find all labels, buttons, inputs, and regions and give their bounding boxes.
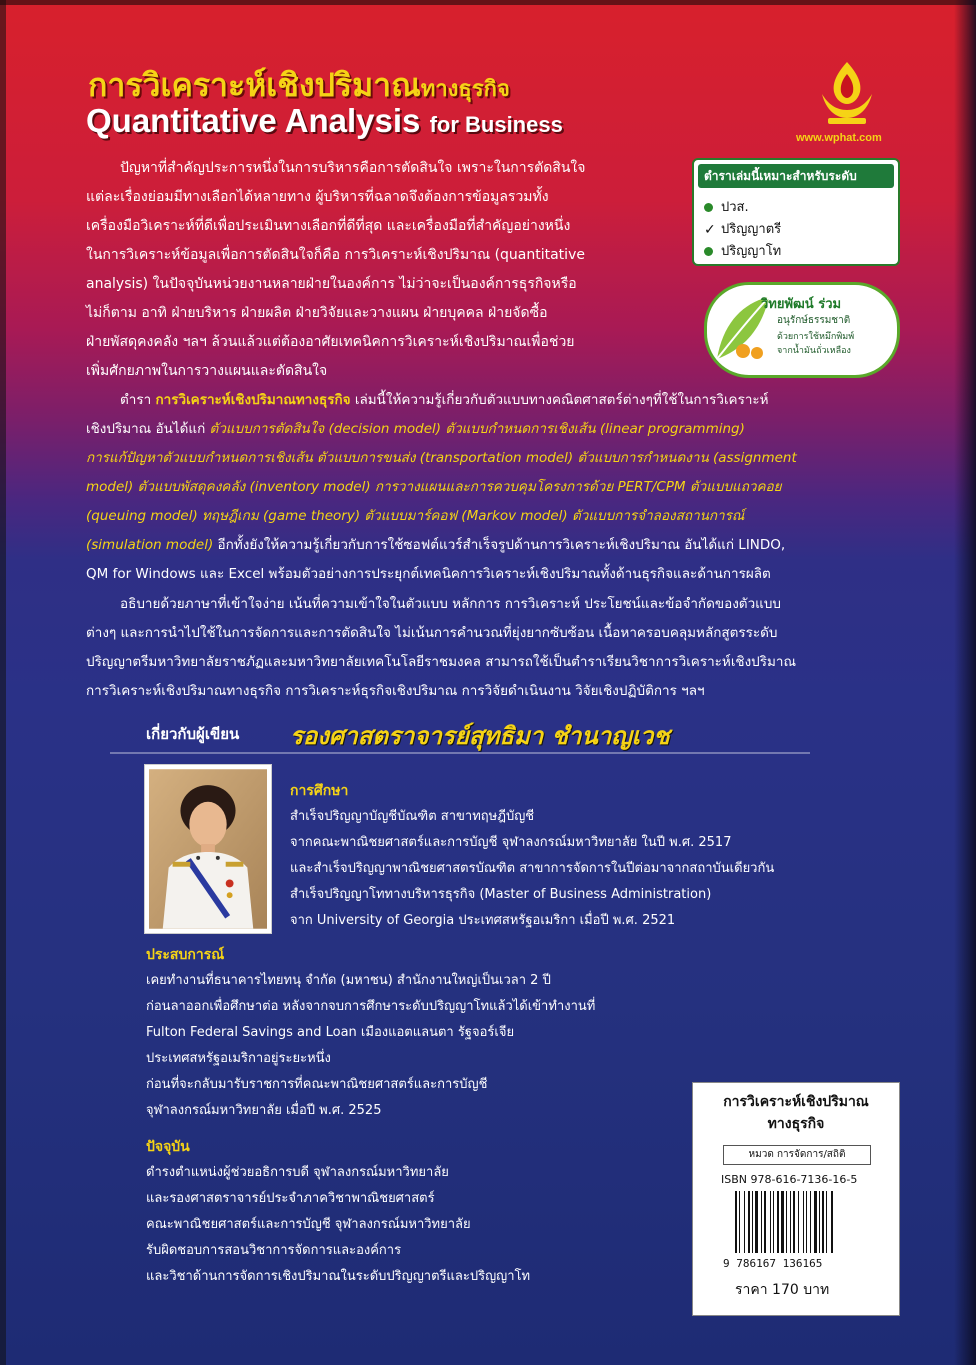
text-line: สำเร็จปริญญาโททางบริหารธุรกิจ (Master of Business Administration): [290, 887, 712, 902]
level-label: ปวส.: [721, 200, 749, 215]
title-english-sub: for Business: [429, 112, 563, 137]
bullet-dot-icon: [704, 247, 713, 256]
text-line: และรองศาสตราจารย์ประจำภาควิชาพาณิชยศาสตร์: [146, 1191, 435, 1206]
divider: [110, 752, 810, 754]
cover-right-edge: [954, 0, 976, 1365]
eco-badge-line4: จากน้ำมันถั่วเหลือง: [777, 346, 851, 356]
text-line: ดำรงตำแหน่งผู้ช่วยอธิการบดี จุฬาลงกรณ์มหาวิทยาลัย: [146, 1165, 449, 1180]
text-line: analysis) ในปัจจุบันหน่วยงานหลายฝ่ายในองค์การ ไม่ว่าจะเป็นองค์การธุรกิจหรือ: [86, 276, 577, 292]
topic-highlight: model) ตัวแบบพัสดุคงคลัง (inventory model) การวางแผนและการควบคุมโครงการด้วย PERT/CPM ตัวแบบแถวคอย: [86, 479, 782, 495]
price-label: ราคา 170 บาท: [735, 1282, 830, 1298]
eco-badge-line1: วิทยพัฒน์ ร่วม: [761, 297, 842, 312]
suitable-levels-box: [692, 158, 900, 266]
text-line: คณะพาณิชยศาสตร์และการบัญชี จุฬาลงกรณ์มหาวิทยาลัย: [146, 1217, 471, 1232]
publisher-logo-icon: [812, 58, 882, 128]
topic-highlight: การแก้ปัญหาตัวแบบกำหนดการเชิงเส้น ตัวแบบการขนส่ง (transportation model) ตัวแบบการกำหนดงาน (assignment: [86, 450, 797, 466]
title-english-main: Quantitative Analysis: [86, 102, 421, 139]
text-line: QM for Windows และ Excel พร้อมตัวอย่างการประยุกต์เทคนิคการวิเคราะห์เชิงปริมาณทั้งด้านธุรกิจและด้านการผลิต: [86, 566, 771, 582]
current-list: [146, 1160, 530, 1290]
text-line: [86, 386, 797, 415]
topic-highlight: (queuing model) ทฤษฎีเกม (game theory) ตัวแบบมาร์คอฟ (Markov model) ตัวแบบการจำลองสถานการณ์: [86, 508, 745, 524]
isbn-sticker: [692, 1082, 900, 1316]
topic-highlight: (simulation model): [86, 537, 214, 553]
text-line: เคยทำงานที่ธนาคารไทยทนุ จำกัด (มหาชน) สำนักงานใหญ่เป็นเวลา 2 ปี: [146, 973, 551, 988]
isbn-number: ISBN 978-616-7136-16-5: [721, 1173, 858, 1186]
intro-paragraph-1: [86, 154, 585, 386]
level-label: ปริญญาตรี: [721, 222, 782, 237]
text-line: ปริญญาตรีมหาวิทยาลัยราชภัฏและมหาวิทยาลัยเทคโนโลยีราชมงคล สามารถใช้เป็นตำราเรียนวิชาการวิเคราะห์เชิงปริมาณ: [86, 654, 797, 670]
title-english: [86, 102, 563, 140]
text-run: เล่มนี้ให้ความรู้เกี่ยวกับตัวแบบทางคณิตศาสตร์ต่างๆที่ใช้ในการวิเคราะห์: [350, 392, 769, 408]
text-run: อีกทั้งยังให้ความรู้เกี่ยวกับการใช้ซอฟต์แวร์สำเร็จรูปด้านการวิเคราะห์เชิงปริมาณ อันได้แก่ LINDO,: [213, 537, 786, 553]
text-line: ปัญหาที่สำคัญประการหนึ่งในการบริหารคือการตัดสินใจ เพราะในการตัดสินใจ: [120, 160, 586, 176]
text-line: ไม่ก็ตาม อาทิ ฝ่ายบริหาร ฝ่ายผลิต ฝ่ายวิจัยและวางแผน ฝ่ายบุคคล ฝ่ายจัดซื้อ: [86, 305, 548, 321]
barcode: [733, 1191, 863, 1255]
text-line: จุฬาลงกรณ์มหาวิทยาลัย เมื่อปี พ.ศ. 2525: [146, 1103, 382, 1118]
text-line: ในการวิเคราะห์ข้อมูลเพื่อการตัดสินใจก็คือ การวิเคราะห์เชิงปริมาณ (quantitative: [86, 247, 585, 263]
title-thai-sub: ทางธุรกิจ: [420, 77, 510, 102]
eco-badge-line3: ด้วยการใช้หมึกพิมพ์: [777, 332, 855, 342]
text-line: รับผิดชอบการสอนวิชาการจัดการและองค์การ: [146, 1243, 402, 1258]
text-run: เชิงปริมาณ อันได้แก่: [86, 421, 210, 437]
education-list: [290, 804, 774, 934]
text-line: ก่อนลาออกเพื่อศึกษาต่อ หลังจากจบการศึกษาระดับปริญญาโทแล้วได้เข้าทำงานที่: [146, 999, 596, 1014]
author-photo: [144, 764, 272, 934]
intro-paragraph-3: [86, 590, 796, 706]
title-thai-main: การวิเคราะห์เชิงปริมาณ: [88, 66, 421, 104]
text-line: อธิบายด้วยภาษาที่เข้าใจง่าย เน้นที่ความเข้าใจในตัวแบบ หลักการ การวิเคราะห์ ประโยชน์และข้อจำกัดของตัวแบบ: [120, 596, 781, 612]
experience-heading: ประสบการณ์: [146, 947, 225, 963]
text-line: ฝ่ายพัสดุคงคลัง ฯลฯ ล้วนแล้วแต่ต้องอาศัยเทคนิคการวิเคราะห์เชิงปริมาณเพื่อช่วย: [86, 334, 575, 350]
experience-list: [146, 968, 595, 1124]
text-line: [86, 415, 797, 444]
isbn-book-title: [693, 1091, 899, 1135]
isbn-title-line: ทางธุรกิจ: [767, 1116, 825, 1132]
eco-badge-line2: อนุรักษ์ธรรมชาติ: [777, 315, 851, 326]
text-line: เพิ่มศักยภาพในการวางแผนและตัดสินใจ: [86, 363, 328, 379]
bullet-dot-icon: [704, 203, 713, 212]
book-title-highlight: การวิเคราะห์เชิงปริมาณทางธุรกิจ: [155, 392, 351, 408]
text-line: การวิเคราะห์เชิงปริมาณทางธุรกิจ การวิเคราะห์ธุรกิจเชิงปริมาณ การวิจัยดำเนินงาน วิจัยเชิงปฏิบัติการ ฯลฯ: [86, 683, 705, 699]
text-line: ต่างๆ และการนำไปใช้ในการจัดการและการตัดสินใจ ไม่เน้นการคำนวณที่ยุ่งยากซับซ้อน เนื้อหาครอบคลุมหลักสูตรระดับ: [86, 625, 778, 641]
text-line: แต่ละเรื่องย่อมมีทางเลือกได้หลายทาง ผู้บริหารที่ฉลาดจึงต้องการข้อมูลรวมทั้ง: [86, 189, 549, 205]
check-icon: ✓: [704, 221, 716, 238]
barcode-digits: 9 786167 136165: [723, 1257, 823, 1270]
author-label: เกี่ยวกับผู้เขียน: [146, 725, 240, 743]
text-line: เครื่องมือวิเคราะห์ที่ดีเพื่อประเมินทางเลือกที่ดีที่สุด และเครื่องมือที่สำคัญอย่างหนึ่ง: [86, 218, 571, 234]
intro-paragraph-2: [86, 386, 797, 589]
isbn-title-line: การวิเคราะห์เชิงปริมาณ: [723, 1094, 869, 1110]
eco-badge: [704, 282, 900, 378]
text-run: ตำรา: [120, 392, 156, 408]
level-label: ปริญญาโท: [721, 244, 782, 259]
level-item: [704, 218, 781, 239]
topic-highlight: ตัวแบบการตัดสินใจ (decision model) ตัวแบบกำหนดการเชิงเส้น (linear programming): [209, 421, 745, 437]
text-line: และสำเร็จปริญญาพาณิชยศาสตรบัณฑิต สาขาการจัดการในปีต่อมาจากสถาบันเดียวกัน: [290, 861, 775, 876]
level-item: [704, 240, 781, 261]
text-line: และวิชาด้านการจัดการเชิงปริมาณในระดับปริญญาตรีและปริญญาโท: [146, 1269, 531, 1284]
text-line: จาก University of Georgia ประเทศสหรัฐอเมริกา เมื่อปี พ.ศ. 2521: [290, 913, 676, 928]
text-line: ประเทศสหรัฐอเมริกาอยู่ระยะหนึ่ง: [146, 1051, 331, 1066]
author-portrait: [149, 769, 267, 929]
text-line: จากคณะพาณิชยศาสตร์และการบัญชี จุฬาลงกรณ์มหาวิทยาลัย ในปี พ.ศ. 2517: [290, 835, 732, 850]
category-label: หมวด การจัดการ/สถิติ: [723, 1145, 871, 1165]
author-name: รองศาสตราจารย์สุทธิมา ชำนาญเวช: [290, 722, 670, 750]
text-line: [86, 531, 797, 560]
cover-left-edge: [0, 0, 6, 1365]
cover-top-edge: [0, 0, 976, 5]
text-line: Fulton Federal Savings and Loan เมืองแอตแลนตา รัฐจอร์เจีย: [146, 1025, 515, 1040]
text-line: ก่อนที่จะกลับมารับราชการที่คณะพาณิชยศาสตร์และการบัญชี: [146, 1077, 488, 1092]
education-heading: การศึกษา: [290, 783, 349, 799]
text-line: สำเร็จปริญญาบัญชีบัณฑิต สาขาทฤษฎีบัญชี: [290, 809, 535, 824]
levels-title: ตำราเล่มนี้เหมาะสำหรับระดับ: [698, 164, 894, 188]
publisher-url: www.wphat.com: [796, 132, 882, 144]
current-heading: ปัจจุบัน: [146, 1139, 190, 1155]
level-item: [704, 196, 749, 217]
